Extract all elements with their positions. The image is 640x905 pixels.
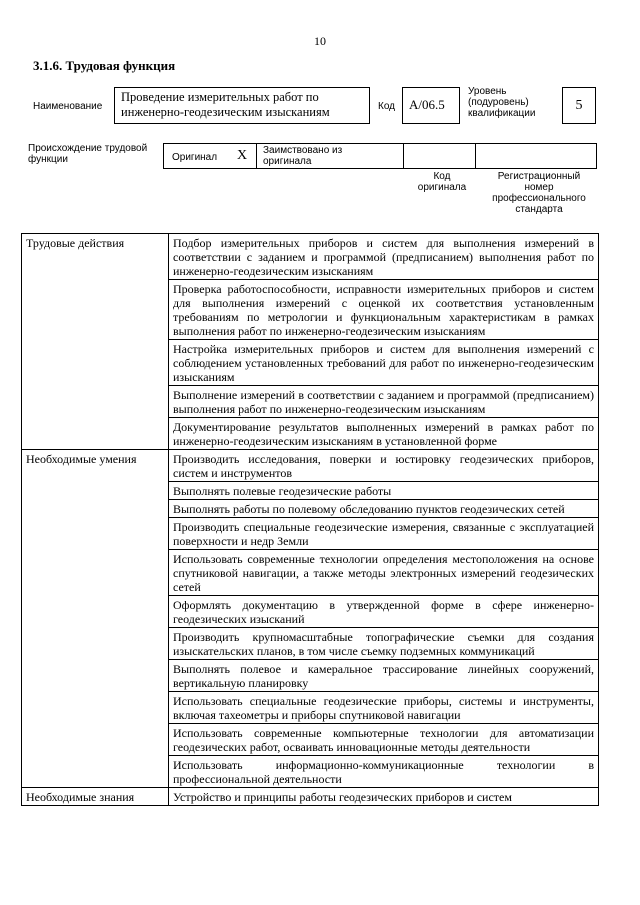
name-label: Наименование [33,101,103,112]
section-title: 3.1.6. Трудовая функция [33,58,176,73]
level-value: 5 [562,87,596,124]
reg-number-caption: Регистрационный номер профессионального стандарта [492,171,586,215]
required-knowledge-item: Устройство и принципы работы геодезических приборов и систем [169,788,599,806]
required-skills-item: Использовать информационно-коммуникационные технологии в профессиональной деятельности [169,756,599,788]
required-skills-item: Использовать специальные геодезические приборы, системы и инструменты, включая тахеометры и приборы спутниковой навигации [169,692,599,724]
code-value: A/06.5 [402,87,460,124]
required-skills-item: Использовать современные технологии определения местоположения на основе спутниковой навигации, а также методы электронных измерений геодезических сетей [169,550,599,596]
labor-actions-item: Документирование результатов выполненных измерений в рамках работ по инженерно-геодезическим изысканиям в установленной форме [169,418,599,450]
required-skills-item: Использовать современные компьютерные технологии для автоматизации геодезических работ, осваивать инновационные методы деятельности [169,724,599,756]
required-skills-label: Необходимые умения [22,450,169,788]
table-row [22,234,599,280]
code-original-caption: Код оригинала [417,171,467,193]
name-value: Проведение измерительных работ по инженерно-геодезическим изысканиям [114,87,370,124]
code-label: Код [378,101,396,112]
function-table [21,233,599,806]
page-number: 10 [314,34,326,48]
required-skills-item: Оформлять документацию в утвержденной форме в сфере инженерно-геодезических изысканий [169,596,599,628]
table-row [22,450,599,482]
labor-actions-item: Подбор измерительных приборов и систем для выполнения измерений в соответствии с заданием и программой (предписанием) выполнения работ по инженерно-геодезическим изысканиям [169,234,599,280]
borrowed-label: Заимствовано из оригинала [263,145,343,167]
origin-row [163,143,597,169]
labor-actions-label: Трудовые действия [22,234,169,450]
required-knowledge-label: Необходимые знания [22,788,169,806]
table-row [22,788,599,806]
labor-actions-item: Проверка работоспособности, исправности измерительных приборов и систем для выполнения измерений с оценкой их соответствия установленным требованиям по метрологии и функциональным характеристикам в рамках выполнения работ по инженерно-геодезическим изысканиям [169,280,599,340]
required-skills-item: Производить крупномасштабные топографические съемки для создания изыскательских планов, в том числе съемку подземных коммуникаций [169,628,599,660]
required-skills-item: Производить исследования, поверки и юстировку геодезических приборов, систем и инструментов [169,450,599,482]
code-original-cell [404,144,476,168]
required-skills-item: Выполнять работы по полевому обследованию пунктов геодезических сетей [169,500,599,518]
original-cell [164,144,257,168]
level-label: Уровень (подуровень) квалификации [468,86,536,119]
original-label: Оригинал [172,152,218,163]
borrowed-cell [257,144,404,168]
labor-actions-item: Настройка измерительных приборов и систем для выполнения измерений с соблюдением установленных требований для работ по инженерно-геодезическим изысканиям [169,340,599,386]
origin-label: Происхождение трудовой функции [28,143,148,165]
required-skills-item: Выполнять полевое и камеральное трассирование линейных сооружений, вертикальную планировку [169,660,599,692]
required-skills-item: Выполнять полевые геодезические работы [169,482,599,500]
labor-actions-item: Выполнение измерений в соответствии с заданием и программой (предписанием) выполнения работ по инженерно-геодезическим изысканиям [169,386,599,418]
required-skills-item: Производить специальные геодезические измерения, связанные с эксплуатацией поверхности и недр Земли [169,518,599,550]
original-mark: X [237,148,248,163]
